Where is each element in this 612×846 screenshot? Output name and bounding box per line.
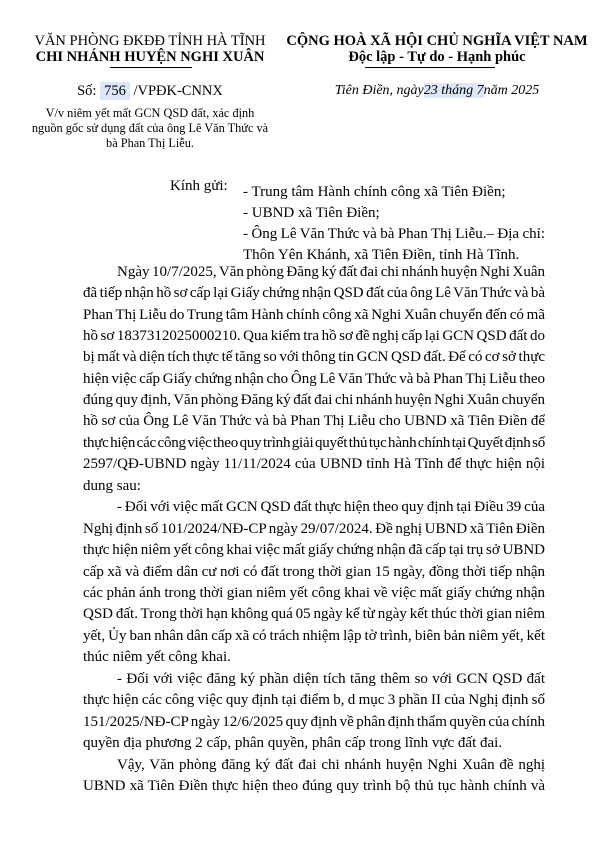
subject-line: nguồn gốc sử dụng đất của ông Lê Văn Thức và: [31, 121, 269, 135]
body-line: Ngày 10/7/2025, Văn phòng Đăng ký đất đai chi nhánh huyện Nghi Xuân: [117, 264, 545, 280]
body-line: yết, Ủy ban nhân dân cấp xã có trách nhiệm lập tờ trình, biên bản niêm yết, kết: [83, 627, 545, 644]
issuing-agency: [20, 33, 280, 65]
recipient-line: - Trung tâm Hành chính công xã Tiên Điền;: [243, 184, 506, 200]
body-line: quyền địa phương 2 cấp, phân quyền, phân cấp trong lĩnh vực đất đai.: [83, 734, 503, 751]
body-line: Vậy, Văn phòng đăng ký đất đai chi nhánh huyện Nghi Xuân đề nghị: [117, 756, 545, 773]
agency-underline: [110, 67, 192, 68]
body-line: - Đối với việc đăng ký phần diện tích tăng thêm so với GCN QSD đất: [117, 670, 545, 687]
body-line: 151/2025/NĐ-CP ngày 12/6/2025 quy định về phân định thẩm quyền của chính: [83, 713, 545, 730]
number-value: 756: [100, 82, 130, 100]
body-line: các phản ánh trong thời gian niêm yết công khai về việc mất giấy chứng nhận: [83, 584, 545, 601]
body-line: đúng quy định, Văn phòng Đăng ký đất đai chi nhánh huyện Nghi Xuân chuyển: [83, 392, 545, 409]
body-line: đã tiếp nhận hồ sơ cấp lại Giấy chứng nhận QSD đất của ông Lê Văn Thức và bà: [83, 285, 545, 302]
subject-line: bà Phan Thị Liễu.: [106, 136, 194, 150]
recipient-line: - Ông Lê Văn Thức và bà Phan Thị Liễu.– Địa chỉ:: [243, 226, 545, 242]
body-line: Nghị định số 101/2024/NĐ-CP ngày 29/07/2024. Đề nghị UBND xã Tiên Điền: [83, 520, 545, 537]
recipient-line: Thôn Yên Khánh, xã Tiên Điền, tỉnh Hà Tĩnh.: [243, 247, 520, 263]
number-suffix: /VPĐK-CNNX: [133, 83, 223, 99]
body-line: thực hiện các công việc theo quy trình giải quyết thủ tục hành chính tại Quyết định số: [83, 434, 545, 451]
date-month: 7: [476, 83, 484, 98]
recipients-label: Kính gửi:: [170, 178, 228, 194]
motto: Độc lập - Tự do - Hạnh phúc: [348, 49, 526, 65]
subject: [10, 106, 290, 151]
branch-name: CHI NHÁNH HUYỆN NGHI XUÂN: [35, 49, 265, 65]
date-year: năm 2025: [483, 83, 540, 98]
body-line: thực hiện niêm yết công khai việc mất giấy chứng nhận đã cấp tại trụ sở UBND: [83, 542, 545, 559]
body-line: thực hiện các công việc quy định tại điểm b, d mục 3 phần II của Nghị định số: [83, 692, 545, 709]
body-line: QSD đất. Trong thời hạn không quá 05 ngày kể từ ngày kết thúc thời gian niêm: [83, 606, 545, 623]
recipient-line: - UBND xã Tiên Điền;: [243, 205, 380, 221]
body-line: hiện việc cấp Giấy chứng nhận cho Ông Lê Văn Thức và bà Phan Thị Liễu theo: [83, 370, 545, 387]
body-line: 2597/QĐ-UBND ngày 11/11/2024 của UBND tỉnh Hà Tĩnh để thực hiện nội: [83, 456, 545, 473]
agency-name: VĂN PHÒNG ĐKĐĐ TỈNH HÀ TĨNH: [34, 33, 266, 49]
document-number: [20, 82, 280, 100]
motto-underline: [365, 67, 495, 68]
date-month-label: tháng: [437, 83, 477, 98]
body-line: hồ sơ của Ông Lê Văn Thức và bà Phan Thị Liễu cho UBND xã Tiên Điền để: [83, 413, 545, 430]
body-line: thúc niêm yết công khai.: [83, 648, 231, 665]
date-place: Tiên Điền, ngày: [334, 83, 424, 98]
number-label: Số:: [77, 83, 97, 99]
body-line: hồ sơ 1837312025000210. Qua kiểm tra hồ sơ đề nghị cấp lại GCN QSD đất do: [83, 328, 545, 345]
subject-line: V/v niêm yết mất GCN QSD đất, xác định: [45, 106, 255, 120]
country-name: CỘNG HOÀ XÃ HỘI CHỦ NGHĨA VIỆT NAM: [286, 33, 588, 49]
issue-date: [272, 82, 602, 100]
body-line: Phan Thị Liễu do Trung tâm Hành chính công xã Nghi Xuân chuyển đến có mã: [83, 306, 545, 323]
date-day: 23: [423, 83, 438, 98]
body-line: cấp xã và điểm dân cư nơi có đất trong thời gian 15 ngày, đồng thời tiếp nhận: [83, 563, 545, 580]
body-line: UBND xã Tiên Điền thực hiện theo đúng quy trình bộ thủ tục hành chính và: [83, 778, 545, 795]
body-line: - Đối với việc mất GCN QSD đất thực hiện theo quy định tại Điều 39 của: [117, 499, 545, 516]
body-line: bị mất và diện tích thực tế tăng so với thông tin GCN QSD đất. Để có cơ sở thực: [83, 349, 545, 366]
body-line: dung sau:: [83, 477, 141, 494]
national-motto: [272, 33, 602, 65]
